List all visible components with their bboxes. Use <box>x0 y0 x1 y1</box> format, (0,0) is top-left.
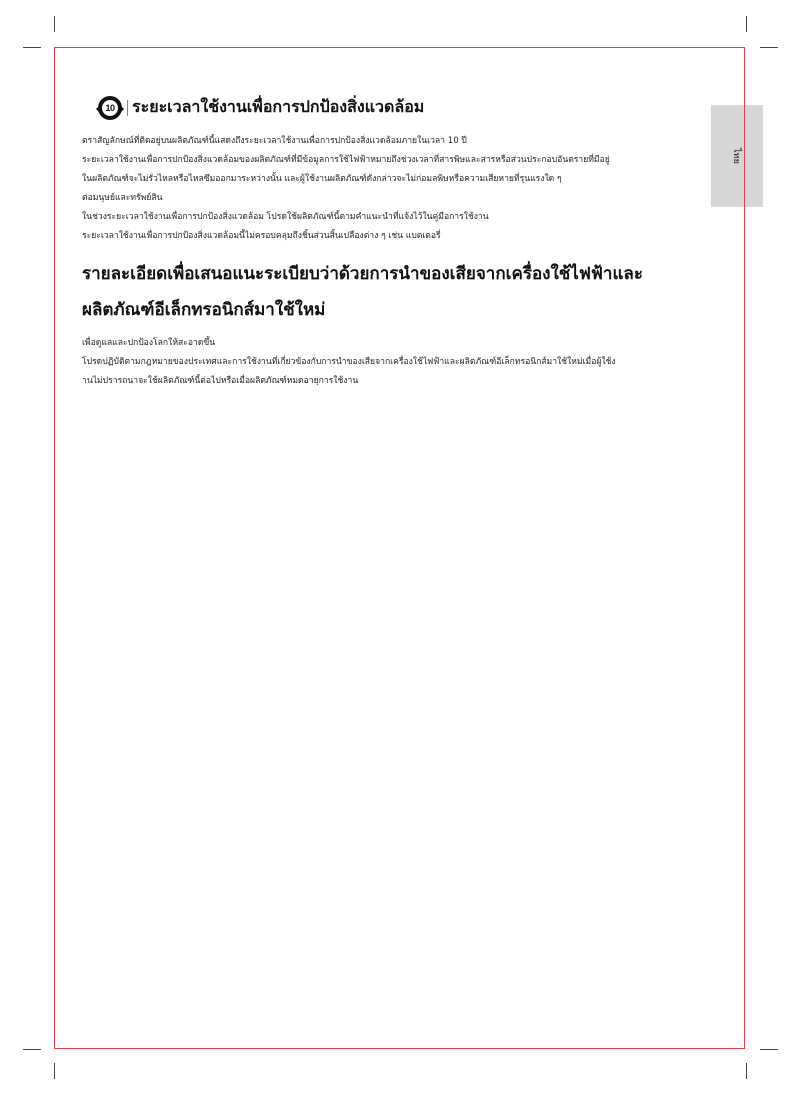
crop-mark-bottom-left-vertical <box>54 1063 55 1079</box>
logo-arrow-left <box>96 105 100 113</box>
logo-arrow-right <box>120 105 124 113</box>
section1-line: ในผลิตภัณฑ์จะไม่รั่วไหลหรือไหลซึมออกมาระหว่างนั้น และผู้ใช้งานผลิตภัณฑ์ดังกล่าวจะไม่ก่อมลพิษหรือความเสียหายที่รุนแรงใด ๆ <box>82 174 562 184</box>
section1-heading <box>98 96 692 120</box>
crop-mark-bottom-right-horizontal <box>760 1049 778 1050</box>
crop-mark-top-right-vertical <box>746 16 747 32</box>
section2-title: รายละเอียดเพื่อเสนอแนะระเบียบว่าด้วยการนำของเสียจากเครื่องใช้ไฟฟ้าและผลิตภัณฑ์อีเล็กทรอนิกส์มาใช้ใหม่ <box>82 264 643 319</box>
language-side-tab <box>711 105 763 207</box>
section1-line: ระยะเวลาใช้งานเพื่อการปกป้องสิ่งแวดล้อมของผลิตภัณฑ์ที่มีข้อมูลการใช้ไฟฟ้าหมายถึงช่วงเวลาที่สารพิษและสารหรือส่วนประกอบอันตรายที่มีอยู่ <box>82 155 610 165</box>
section2-line: โปรดปฏิบัติตามกฎหมายของประเทศและการใช้งานที่เกี่ยวข้องกับการนำของเสียจากเครื่องใช้ไฟฟ้าและผลิตภัณฑ์อีเล็กทรอนิกส์มาใช้ใหม่เมื่อผู้ใช้ง <box>82 357 616 367</box>
crop-mark-top-left-horizontal <box>23 47 41 48</box>
section2-line: เพื่อดูแลและปกป้องโลกให้สะอาดขึ้น <box>82 338 216 348</box>
side-tab-label: ไทย <box>731 148 741 164</box>
section1-body <box>82 132 692 246</box>
section1-line: ต่อมนุษย์และทรัพย์สิน <box>82 193 163 203</box>
logo-separator <box>127 100 128 116</box>
logo-number: 10 <box>102 100 118 116</box>
crop-mark-bottom-right-vertical <box>746 1063 747 1079</box>
section1-line: ตราสัญลักษณ์ที่ติดอยู่บนผลิตภัณฑ์นี้แสดงถึงระยะเวลาใช้งานเพื่อการปกป้องสิ่งแวดล้อมภายในเวลา 10 ปี <box>82 136 467 146</box>
section1-title: ระยะเวลาใช้งานเพื่อการปกป้องสิ่งแวดล้อม <box>132 98 425 116</box>
section1-line: ระยะเวลาใช้งานเพื่อการปกป้องสิ่งแวดล้อมนี้ไม่ครอบคลุมถึงชิ้นส่วนสิ้นเปลืองต่าง ๆ เช่น แบตเตอรี่ <box>82 231 441 241</box>
section2-line: านไม่ปรารถนาจะใช้ผลิตภัณฑ์นี้ต่อไปหรือเมื่อผลิตภัณฑ์หมดอายุการใช้งาน <box>82 376 359 386</box>
crop-mark-top-left-vertical <box>54 16 55 32</box>
epup-10-year-logo-icon <box>98 96 122 120</box>
crop-mark-bottom-left-horizontal <box>23 1049 41 1050</box>
crop-mark-top-right-horizontal <box>760 47 778 48</box>
document-content <box>82 96 692 391</box>
section2-body <box>82 334 692 391</box>
section1-line: ในช่วงระยะเวลาใช้งานเพื่อการปกป้องสิ่งแวดล้อม โปรดใช้ผลิตภัณฑ์นี้ตามคำแนะนำที่แจ้งไว้ในคู่มือการใช้งาน <box>82 212 489 222</box>
